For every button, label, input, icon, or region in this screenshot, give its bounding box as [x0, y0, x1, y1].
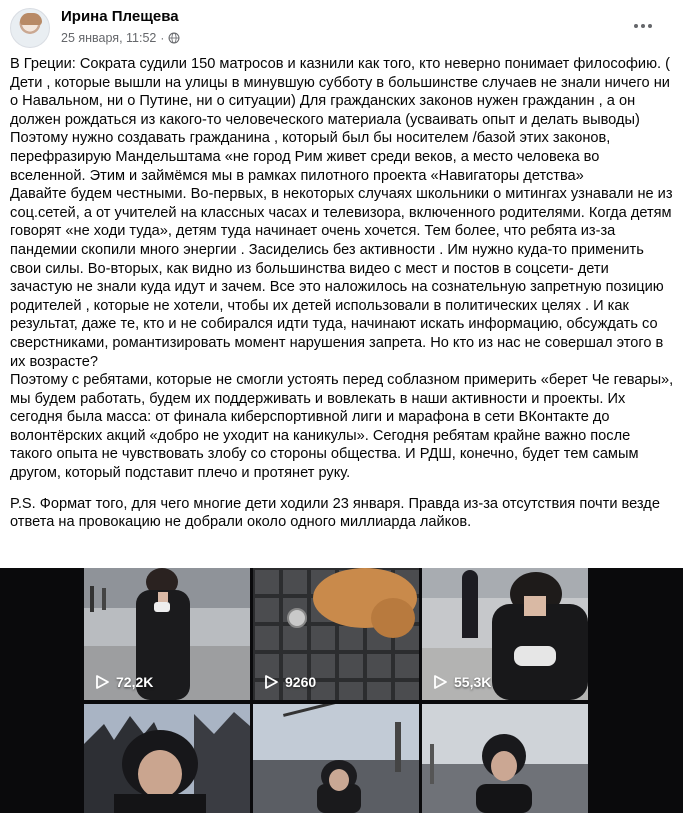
view-count-label: 72,2K [116, 674, 154, 690]
play-icon [432, 674, 448, 690]
view-count [432, 674, 491, 690]
avatar[interactable] [10, 8, 50, 48]
globe-icon[interactable] [168, 32, 180, 44]
separator-dot: · [160, 31, 165, 45]
play-icon [94, 674, 110, 690]
post-meta [61, 31, 180, 45]
post-postscript: P.S. Формат того, для чего многие дети ходили 23 января. Правда из-за отсутствия почти везде ответа на провокацию не добрали около одного миллиарда лайков. [10, 495, 660, 531]
media-grid [0, 568, 683, 813]
view-count [94, 674, 153, 690]
view-count-label: 55,3K [454, 674, 492, 690]
video-tile[interactable] [253, 704, 419, 813]
more-options-icon[interactable] [627, 14, 659, 38]
video-tile[interactable] [253, 568, 419, 700]
video-tile[interactable] [422, 568, 588, 700]
video-thumbnail [422, 704, 588, 813]
video-tile[interactable] [84, 568, 250, 700]
video-thumbnail [253, 704, 419, 813]
video-thumbnail [84, 704, 250, 813]
author-name[interactable]: Ирина Плещева [61, 8, 179, 25]
view-count [263, 674, 316, 690]
view-count-label: 9260 [285, 674, 317, 690]
post-body [10, 55, 674, 532]
timestamp[interactable]: 25 января, 11:52 [61, 31, 157, 45]
video-tile[interactable] [422, 704, 588, 813]
play-icon [263, 674, 279, 690]
post-header [0, 0, 683, 52]
video-tile[interactable] [84, 704, 250, 813]
post-paragraph: В Греции: Сократа судили 150 матросов и казнили как того, кто неверно понимает философию. ( Дети , которые вышли на улицы в минувшую субботу в большинстве случаев не знали ничего ни о Навальном, ни о Путине, ни о ситуации) Для гражданских законов нужен гражданин , а он должен рождаться из какого-то человеческого материала (усваивать опыт и делать выводы) Поэтому нужно создавать гражданина , который был бы носителем /базой этих законов, перефразирую Мандельштама «не город Рим живет среди веков, а место человека во вселенной. Этим и займёмся мы в рамках пилотного проекта «Навигаторы детства» Давайте будем честными. Во-первых, в некоторых случаях школьники о митингах узнавали не из соц.сетей, а от учителей на классных часах и телевизора, включенного родителями. Когда детям говорят «не ходи туда», детям туда начинает очень хочется. Тем более, что ребята из-за пандемии скопили много энергии . Засиделись без активности . Им нужно куда-то применить свои силы. Во-вторых, как видно из большинства видео с мест и постов в соцсети- дети зачастую не знали куда идут и зачем. Все это наложилось на сознательную запретную позицию родителей , которые не хотели, чтобы их детей использовали в политических целях . И как результат, даже те, кто и не собирался идти туда, начинают искать информацию, обсуждать со сверстниками, романтизировать момент нарушения запрета. Но кто из нас не совершал этого в их возрасте? Поэтому с ребятами, которые не смогли устоять перед соблазном примерить «берет Че гевары», мы будем работать, будем их поддерживать и вовлекать в наши активности и проекты. Их сегодня была масса: от финала киберспортивной лиги и марафона в сети ВКонтакте до волонтёрских акций «добро не уходит на каникулы». Сегодня ребятам крайне важно после такого опыта не чувствовать злобу со стороны общества. И РДШ, конечно, будет тем самым другом, который подставит плечо и протянет руку. [10, 56, 674, 482]
